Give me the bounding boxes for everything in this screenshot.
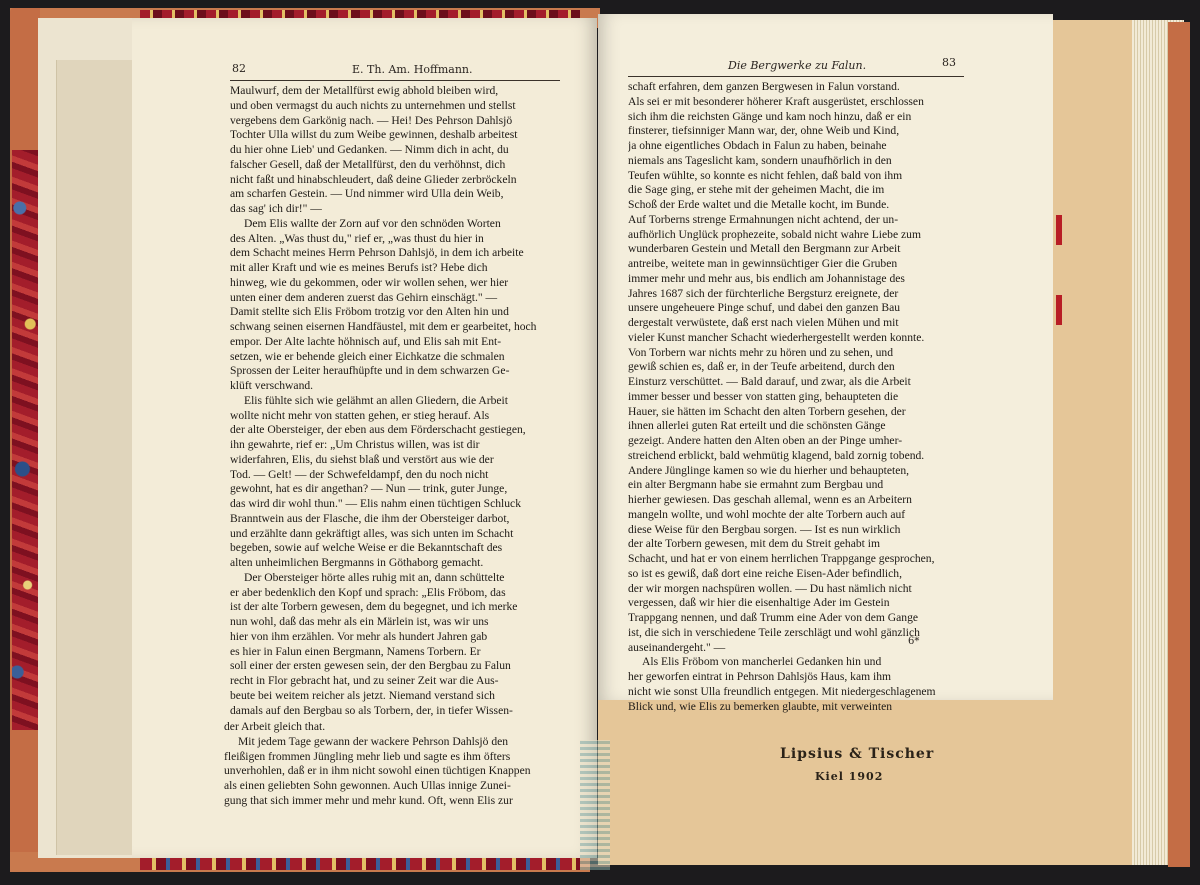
header-rule-left xyxy=(230,80,560,81)
text-line: Als Elis Fröbom von mancherlei Gedanken hin und xyxy=(642,655,882,669)
text-line: hinweg, wie du gekommen, oder wir wollen sehen, wer hier xyxy=(230,275,509,289)
left-page-text-lower xyxy=(224,720,560,809)
text-line: Auf Torberns strenge Ermahnungen nicht achtend, der un- xyxy=(628,212,899,226)
text-line: alten unheimlichen Bergmanns in Göthaborg gemacht. xyxy=(230,556,484,569)
red-mark-upper xyxy=(1056,215,1062,245)
text-line: klüft verschwand. xyxy=(230,379,314,392)
text-line: falscher Gesell, daß der Metallfürst, den du verhöhnst, dich xyxy=(230,157,506,171)
text-line: Schoß der Erde waltet und die Metalle kocht, im Bunde. xyxy=(628,198,890,211)
page-number-right: 83 xyxy=(942,56,956,69)
text-line: Trappgang nennen, und daß Trumm eine Ader von dem Gange xyxy=(628,611,919,624)
text-line: du hier ohne Lieb' und Gedanken. — Nimm dich in acht, du xyxy=(230,143,509,156)
text-line: nicht faßt und hinabschleudert, daß deine Glieder zerbröckeln xyxy=(230,172,517,186)
page-number-left: 82 xyxy=(232,62,246,75)
text-line: dergestalt verwüstete, daß erst nach vielen Mühen und mit xyxy=(628,316,899,329)
marbled-bottom-edge xyxy=(140,858,580,870)
text-line: aufhörlich Unglück prophezeite, sobald nicht wahre Liebe zum xyxy=(628,227,921,241)
text-line: her geworfen eintrat in Pehrson Dahlsjös Haus, kam ihm xyxy=(628,670,892,683)
running-header-right: Die Bergwerke zu Falun. xyxy=(728,59,867,72)
text-line: Dem Elis wallte der Zorn auf vor den schnöden Worten xyxy=(244,216,501,230)
text-line: Hauer, sie hätten im Schacht den alten Torbern gesehen, der xyxy=(628,404,906,418)
text-line: Damit stellte sich Elis Fröbom trotzig vor den Alten hin und xyxy=(230,305,509,319)
text-line: am scharfen Gestein. — Und nimmer wird Ulla dein Weib, xyxy=(230,187,504,201)
text-line: gung that sich immer mehr und mehr kund. Oft, wenn Elis zur xyxy=(224,793,513,807)
text-line: hier von ihm erzählen. Vor mehr als hundert Jahren gab xyxy=(230,629,488,643)
right-cover xyxy=(1168,22,1190,867)
left-page-stack-inner xyxy=(56,60,137,855)
text-line: ihnen allerlei guten Rat erteilt und die schönsten Gänge xyxy=(628,419,886,433)
text-line: schaft erfahren, dem ganzen Bergwesen in Falun vorstand. xyxy=(628,80,900,93)
text-line: es hier in Falun einen Bergmann, Namens Torbern. Er xyxy=(230,644,481,658)
left-page-text-upper xyxy=(230,84,560,718)
marbled-endpaper-left xyxy=(12,150,38,730)
text-line: auseinandergeht." — xyxy=(628,640,726,654)
text-line: Als sei er mit besonderer höherer Kraft ausgerüstet, erschlossen xyxy=(628,94,924,108)
text-line: ein alter Bergmann habe sie ermahnt zum Bergbau und xyxy=(628,478,884,492)
text-line: vieler Kunst mancher Schacht wiederhergestellt werden konnte. xyxy=(628,330,925,344)
text-line: Tochter Ulla willst du zum Weibe gewinnen, deshalb arbeitest xyxy=(230,128,518,142)
text-line: und erzählte dann gekräftigt alles, was sich unten im Schacht xyxy=(230,526,514,540)
text-line: vergessen, daß wir hier die eisenhaltige Ader im Gestein xyxy=(628,596,890,610)
text-line: beute bei weitem reicher als jetzt. Niemand verstand sich xyxy=(230,688,495,702)
text-line: Einsturz verschüttet. — Bald darauf, und zwar, als die Arbeit xyxy=(628,375,911,388)
text-line: ja ohne eigentliches Obdach in Falun zu haben, beinahe xyxy=(628,139,887,152)
text-line: widerfahren, Elis, du siehst blaß und verstört aus wie der xyxy=(230,452,494,466)
text-line: Der Obersteiger hörte alles ruhig mit an, dann schüttelte xyxy=(244,570,505,584)
text-line: gezeigt. Andere hatten den Alten oben an der Pinge umher- xyxy=(628,434,903,447)
binder-imprint-name: Lipsius & Tischer xyxy=(780,746,935,762)
text-line: antreibe, weitete man in gewinnsüchtiger Gier die Gruben xyxy=(628,257,898,270)
text-line: streichend erblickt, bald wehmütig klagend, bald zornig tobend. xyxy=(628,448,925,462)
text-line: Schacht, und hat er von einem herrlichen Trappgange gesprochen, xyxy=(628,552,935,565)
text-line: Andere Jünglinge kamen so wie du hierher und behaupteten, xyxy=(628,463,910,477)
text-line: damals auf den Bergbau so als Torbern, der, in tiefer Wissen- xyxy=(230,703,513,717)
text-line: setzen, wie er behende gleich einer Eichkatze die schmalen xyxy=(230,349,505,363)
text-line: vergebens dem Garkönig nach. — Hei! Des Pehrson Dahlsjö xyxy=(230,113,513,127)
text-line: recht in Flor gebracht hat, und zu seiner Zeit war die Aus- xyxy=(230,674,499,687)
running-header-left: E. Th. Am. Hoffmann. xyxy=(352,63,473,76)
text-line: sich ihm die reichsten Gänge und kam noch hinzu, daß er ein xyxy=(628,109,912,123)
text-line: mit aller Kraft und wie es meines Berufs ist? Hebe dich xyxy=(230,261,488,274)
text-line: die Sage ging, er stehe mit der geheimen Macht, die im xyxy=(628,183,885,197)
text-line: nicht wie sonst Ulla freundlich entgegen. Mit niedergeschlagenem xyxy=(628,684,936,698)
text-line: fleißigen frommen Jüngling mehr lieb und sagte es ihm öfters xyxy=(224,749,511,763)
text-line: hierher gewiesen. Das geschah allemal, wenn es an Arbeitern xyxy=(628,493,912,506)
text-line: Teufen wühlte, so konnte es nicht fehlen, daß bald von ihm xyxy=(628,168,903,182)
text-line: Maulwurf, dem der Metallfürst ewig abhold bleiben wird, xyxy=(230,84,499,97)
text-line: der Arbeit gleich that. xyxy=(224,720,326,733)
text-line: das sag' ich dir!" — xyxy=(230,202,322,215)
text-line: niemals ans Tageslicht kam, sondern unaufhörlich in den xyxy=(628,153,892,167)
text-line: so ist es gewiß, daß dort eine reiche Eisen-Ader befindlich, xyxy=(628,566,902,580)
text-line: Tod. — Gelt! — der Schwefeldampf, den du noch nicht xyxy=(230,467,489,481)
text-line: ist der alte Torbern gewesen, dem du begegnet, und ich merke xyxy=(230,600,518,614)
text-line: er aber bedenklich den Kopf und sprach: „Elis Fröbom, das xyxy=(230,585,506,599)
text-line: begeben, sowie auf welche Weise er die Bekanntschaft des xyxy=(230,541,503,555)
text-line: der alte Torbern gewesen, mit dem du Streit gehabt im xyxy=(628,537,881,551)
text-line: Blick und, wie Elis zu bemerken glaubte, mit verweinten xyxy=(628,699,893,713)
text-line: diese Weise für den Bergbau sorgen. — Ist es nun wirklich xyxy=(628,522,901,536)
text-line: der wir morgen nachspüren wollen. — Du hast nämlich nicht xyxy=(628,581,912,595)
text-line: der alte Obersteiger, der eben aus dem Förderschacht gestiegen, xyxy=(230,423,526,437)
text-line: nun wohl, daß das mehr als ein Märlein ist, was wir uns xyxy=(230,615,489,628)
text-line: das wird dir wohl thun." — Elis nahm einen tüchtigen Schluck xyxy=(230,497,521,510)
text-line: Jahres 1687 sich der fürchterliche Bergsturz ereignete, der xyxy=(628,286,899,300)
text-line: Mit jedem Tage gewann der wackere Pehrson Dahlsjö den xyxy=(238,734,509,748)
binder-imprint-place: Kiel 1902 xyxy=(815,770,884,783)
text-line: finsterer, tiefsinniger Mann war, der, ohne Weib und Kind, xyxy=(628,124,900,138)
text-line: schwang seinen eisernen Handfäustel, mit dem er gearbeitet, hoch xyxy=(230,320,537,333)
text-line: ist, die sich in verschiedene Teile zerschlägt und wohl gänzlich xyxy=(628,625,920,639)
text-line: Elis fühlte sich wie gelähmt an allen Gliedern, die Arbeit xyxy=(244,393,509,407)
right-page xyxy=(598,14,1053,713)
text-line: gewohnt, hat es dir angethan? — Nun — trink, guter Junge, xyxy=(230,482,508,496)
text-line: Branntwein aus der Flasche, die ihm der Obersteiger darbot, xyxy=(230,511,510,525)
text-line: unverhohlen, daß er in ihm nicht sowohl einen tüchtigen Knappen xyxy=(224,764,531,778)
text-line: immer besser und besser von statten ging, behaupteten die xyxy=(628,389,899,403)
text-line: ihn gewahrte, rief er: „Um Christus willen, was ist dir xyxy=(230,438,480,451)
text-line: soll einer der ersten gewesen sein, der den Bergbau zu Falun xyxy=(230,659,511,673)
text-line: unsere ungeheuere Pinge schuf, und dabei den ganzen Bau xyxy=(628,301,901,315)
text-line: mangeln wollte, und wohl mochte der alte Torbern auch auf xyxy=(628,507,906,521)
text-line: des Alten. „Was thust du," rief er, „was thust du hier in xyxy=(230,231,484,245)
spine-thread xyxy=(580,740,610,870)
text-line: Von Torbern war nichts mehr zu hören und zu sehen, und xyxy=(628,345,894,359)
text-line: als einen geliebten Sohn gewonnen. Auch Ullas innige Zunei- xyxy=(224,779,511,792)
text-line: dem Schacht meines Herrn Pehrson Dahlsjö, in dem ich arbeite xyxy=(230,246,524,260)
right-page-text xyxy=(628,80,964,714)
text-line: wunderbaren Gestein und Metall den Bergmann zur Arbeit xyxy=(628,242,901,256)
text-line: unten einer dem anderen zuerst das Gehirn einschägt." — xyxy=(230,290,498,304)
left-page xyxy=(132,18,597,858)
red-mark-lower xyxy=(1056,295,1062,325)
text-line: wollte nicht mehr von statten gehen, er stieg herauf. Als xyxy=(230,408,490,422)
header-rule-right xyxy=(628,76,964,77)
text-line: empor. Der Alte lachte höhnisch auf, und Elis sah mit Ent- xyxy=(230,334,502,348)
text-line: Sprossen der Leiter heraufhüpfte und in dem schwarzen Ge- xyxy=(230,364,510,378)
text-line: gewiß schien es, daß er, in der Teufe arbeitend, durch den xyxy=(628,360,895,374)
signature-mark: 6* xyxy=(908,636,920,647)
text-line: und oben vermagst du auch nichts zu unternehmen und stellst xyxy=(230,98,516,112)
text-line: immer mehr und mehr aus, bis endlich am Johannistage des xyxy=(628,271,905,285)
